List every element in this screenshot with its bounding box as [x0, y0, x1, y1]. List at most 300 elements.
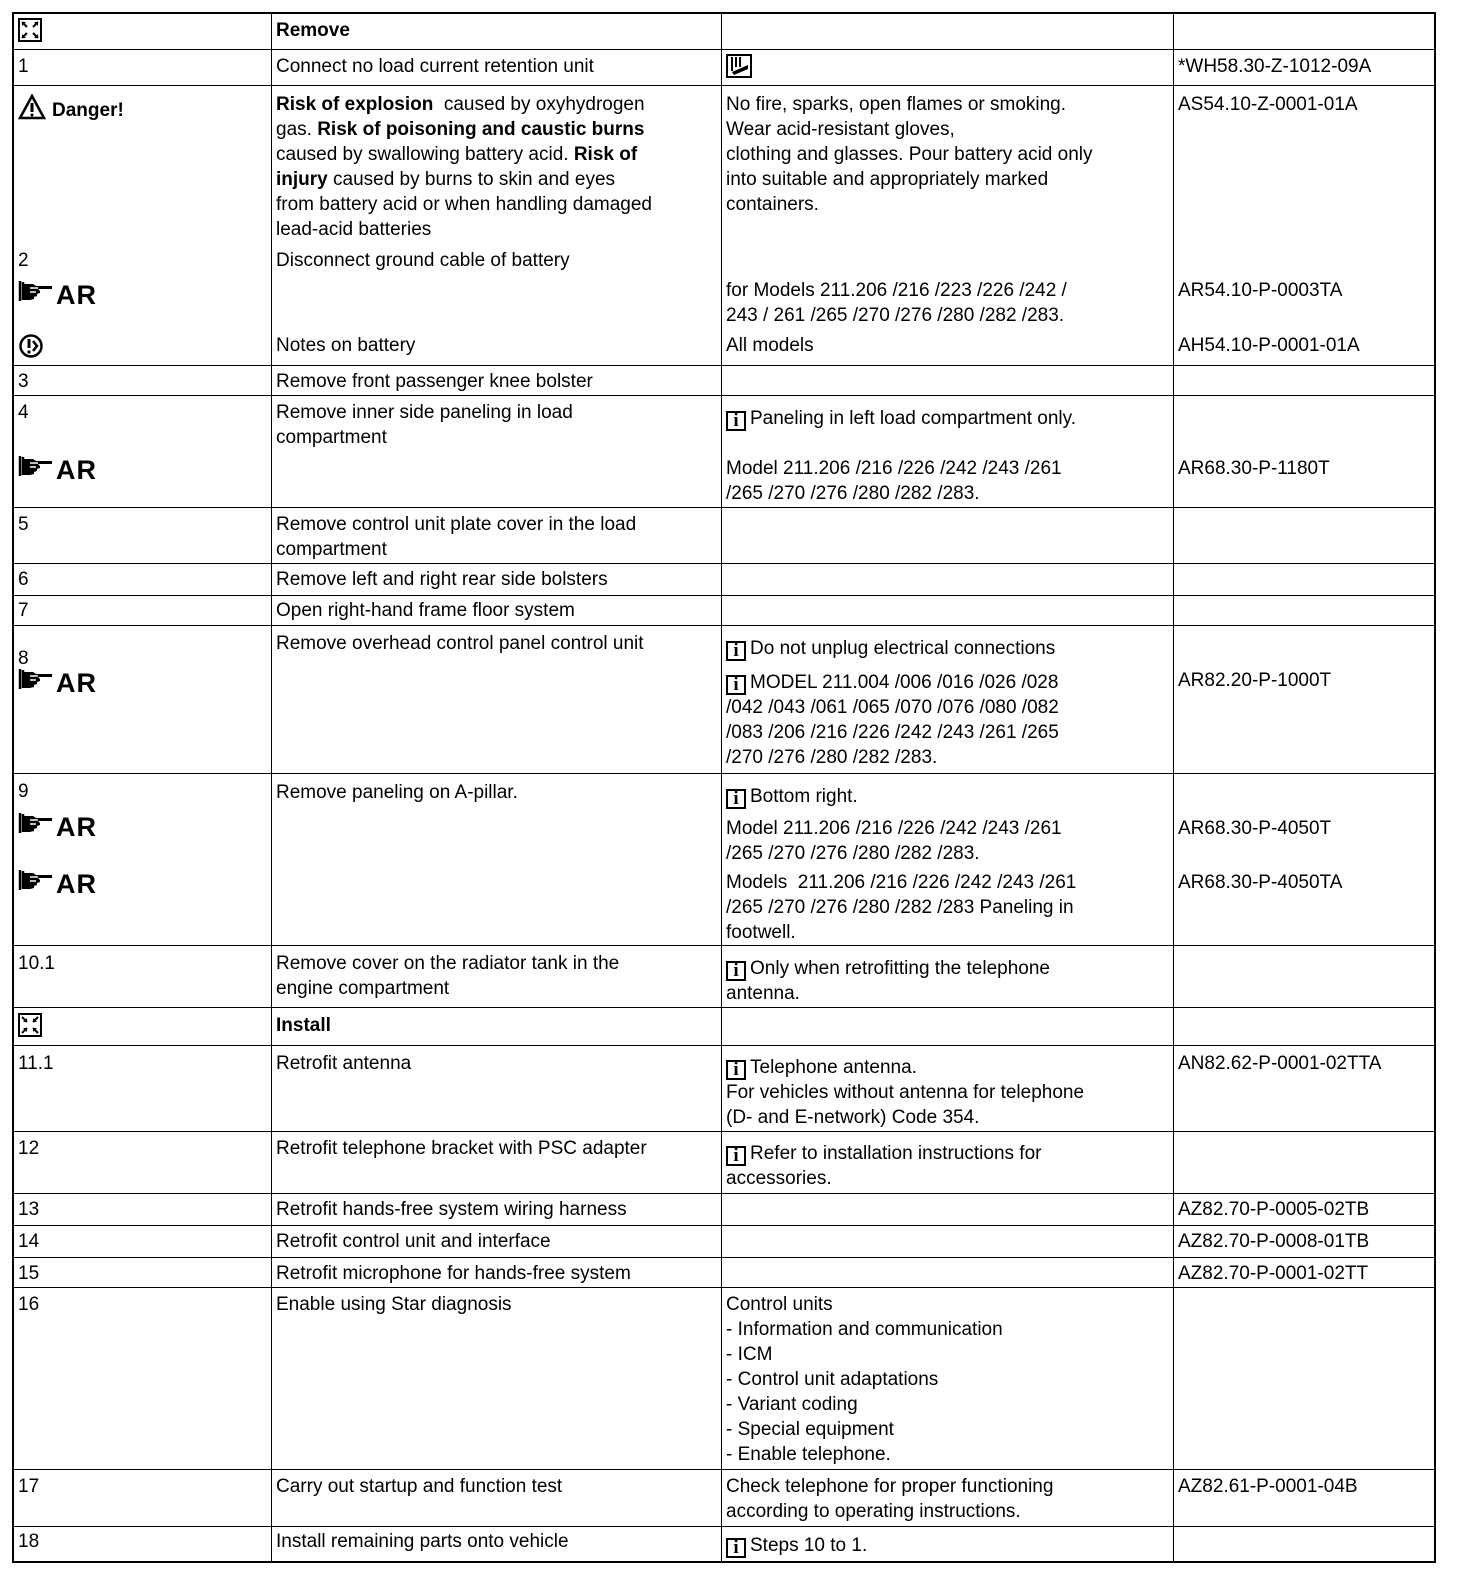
- text-line: [1178, 1197, 1432, 1222]
- text: Paneling in left load compartment only.: [750, 408, 1076, 429]
- text: 5: [18, 514, 29, 535]
- text-block: [18, 567, 269, 592]
- document-reference-link[interactable]: AN82.62-P-0001-02TTA: [1178, 1053, 1382, 1074]
- text-line: [726, 1080, 1171, 1105]
- danger-label: Danger!: [52, 100, 124, 121]
- text-block: [1178, 1197, 1432, 1222]
- step-number-cell: [14, 1008, 272, 1045]
- text: /042 /043 /061 /065 /070 /076 /080 /082: [726, 697, 1059, 718]
- text-block: [18, 598, 269, 623]
- remark-cell: [722, 1046, 1174, 1131]
- step-description-cell: [272, 1226, 722, 1257]
- document-reference-link[interactable]: AR68.30-P-1180T: [1178, 458, 1330, 479]
- info-icon: [726, 641, 746, 661]
- info-note: [726, 636, 1171, 661]
- text-line: [276, 1229, 719, 1254]
- text: containers.: [726, 194, 819, 215]
- text: Remove cover on the radiator tank in the: [276, 953, 620, 974]
- info-icon: [726, 789, 746, 809]
- text-block: [1178, 870, 1432, 895]
- document-reference-cell: [1174, 626, 1434, 773]
- text-line: [1178, 1474, 1432, 1499]
- text: Remove: [276, 20, 350, 41]
- table-row: [14, 1258, 1434, 1288]
- text-block: [276, 567, 719, 592]
- document-reference-link[interactable]: AR68.30-P-4050T: [1178, 818, 1332, 839]
- text-block: [1178, 1261, 1432, 1286]
- text-block: [18, 1474, 269, 1499]
- text-block: [18, 1197, 269, 1222]
- text-line: [726, 1317, 1171, 1342]
- text: Remove paneling on A-pillar.: [276, 782, 518, 803]
- document-reference-cell: [1174, 14, 1434, 49]
- document-reference-cell: [1174, 1226, 1434, 1257]
- text: Model 211.206 /216 /226 /242 /243 /261: [726, 818, 1062, 839]
- table-row: [14, 1194, 1434, 1226]
- text-line: [1178, 816, 1432, 841]
- text: Steps 10 to 1.: [750, 1535, 868, 1556]
- step-description-cell: [272, 1527, 722, 1561]
- text-block: [1178, 1229, 1432, 1254]
- document-reference-link[interactable]: AH54.10-P-0001-01A: [1178, 335, 1360, 356]
- text-line: [726, 278, 1171, 303]
- warning-icon: [18, 94, 46, 127]
- document-reference-cell: [1174, 946, 1434, 1007]
- text-line: [726, 956, 1171, 981]
- step-number-cell: [14, 1470, 272, 1526]
- document-reference-cell: [1174, 1470, 1434, 1526]
- info-icon: [726, 961, 746, 981]
- remark-cell: [722, 596, 1174, 625]
- assembly-marker: [18, 1013, 269, 1044]
- ar-reference-icon: [18, 278, 54, 311]
- text-line: [276, 631, 719, 656]
- info-icon: [726, 1538, 746, 1558]
- text: into suitable and appropriately marked: [726, 169, 1049, 190]
- text: 1: [18, 56, 29, 77]
- text-segment: lead-acid batteries: [276, 219, 432, 240]
- text: Check telephone for proper functioning: [726, 1476, 1054, 1497]
- step-number-cell: [14, 1288, 272, 1469]
- disassembly-marker: [18, 18, 269, 49]
- step-description-cell: [272, 1132, 722, 1193]
- info-icon: [726, 675, 746, 695]
- text-line: [726, 870, 1171, 895]
- text-block: [276, 512, 719, 562]
- document-reference-cell: [1174, 1258, 1434, 1287]
- text: /270 /276 /280 /282 /283.: [726, 747, 938, 768]
- document-reference-link[interactable]: AR54.10-P-0003TA: [1178, 280, 1343, 301]
- text-block: [276, 1474, 719, 1499]
- text-block: [276, 1229, 719, 1254]
- step-number-cell: [14, 564, 272, 595]
- text: Model 211.206 /216 /226 /242 /243 /261: [726, 458, 1062, 479]
- document-reference-link[interactable]: AZ82.70-P-0008-01TB: [1178, 1231, 1370, 1252]
- ar-reference-link[interactable]: AR: [56, 667, 97, 698]
- text-line: [726, 1292, 1171, 1317]
- text: Do not unplug electrical connections: [750, 638, 1056, 659]
- table-row: [14, 774, 1434, 946]
- step-number-cell: [14, 1194, 272, 1225]
- text: Retrofit hands-free system wiring harness: [276, 1199, 627, 1220]
- text-line: [726, 920, 1171, 945]
- text-block: [726, 1474, 1171, 1524]
- document-reference-link[interactable]: AZ82.70-P-0005-02TB: [1178, 1199, 1370, 1220]
- text: - Special equipment: [726, 1419, 894, 1440]
- text-line: [18, 951, 269, 976]
- remark-cell: [722, 626, 1174, 773]
- text-block: [18, 369, 269, 394]
- danger-text: [276, 92, 719, 242]
- text: For vehicles without antenna for telephone: [726, 1082, 1085, 1103]
- document-reference-link[interactable]: *WH58.30-Z-1012-09A: [1178, 56, 1372, 77]
- text-line: [18, 779, 269, 804]
- document-reference-cell: [1174, 366, 1434, 395]
- text: Open right-hand frame floor system: [276, 600, 575, 621]
- text-line: [726, 1392, 1171, 1417]
- remark-cell: [722, 508, 1174, 563]
- text-block: [276, 1261, 719, 1286]
- procedure-table: [12, 12, 1436, 1563]
- document-reference-cell: [1174, 1046, 1434, 1131]
- step-number-cell: [14, 508, 272, 563]
- text-line: [276, 248, 719, 273]
- info-note: [726, 406, 1171, 431]
- text: Install remaining parts onto vehicle: [276, 1531, 569, 1552]
- document-reference-cell: [1174, 1194, 1434, 1225]
- table-row: [14, 1132, 1434, 1194]
- document-reference-link[interactable]: AZ82.70-P-0001-02TT: [1178, 1263, 1369, 1284]
- ar-reference-link[interactable]: AR: [56, 454, 97, 485]
- text-block: [1178, 278, 1432, 303]
- ar-reference-icon: [18, 867, 54, 900]
- text: 8: [18, 648, 29, 669]
- text: Retrofit telephone bracket with PSC adapter: [276, 1138, 647, 1159]
- text: for Models 211.206 /216 /223 /226 /242 /: [726, 280, 1067, 301]
- text-segment: caused by oxyhydrogen: [433, 94, 645, 115]
- text-block: [726, 1292, 1171, 1467]
- text-line: [18, 1474, 269, 1499]
- text-segment: gas.: [276, 119, 318, 140]
- text-line: [726, 481, 1171, 506]
- text: Notes on battery: [276, 335, 416, 356]
- text-line: [276, 1474, 719, 1499]
- text-block: [276, 1136, 719, 1161]
- text: Remove inner side paneling in load: [276, 402, 573, 423]
- info-icon: [726, 411, 746, 431]
- step-description-cell: [272, 396, 722, 507]
- text-line: [726, 1474, 1171, 1499]
- document-reference-link[interactable]: AS54.10-Z-0001-01A: [1178, 94, 1358, 115]
- text-line: [18, 567, 269, 592]
- step-description-cell: [272, 50, 722, 85]
- text-block: [276, 400, 719, 450]
- step-number-cell: [14, 50, 272, 85]
- text: /265 /270 /276 /280 /282 /283.: [726, 483, 980, 504]
- special-tool-marker: [726, 54, 1171, 85]
- document-reference-cell: [1174, 86, 1434, 365]
- notes-marker: [18, 333, 269, 366]
- text-line: [18, 598, 269, 623]
- text-line: [276, 1136, 719, 1161]
- warning-marker: [18, 94, 269, 127]
- text-line: [726, 1342, 1171, 1367]
- text: - Variant coding: [726, 1394, 858, 1415]
- info-note: [726, 1533, 1171, 1558]
- text-block: [18, 400, 269, 425]
- text-line: [726, 117, 1171, 142]
- text-line: [276, 18, 719, 43]
- text-line: [276, 54, 719, 79]
- text: - Information and communication: [726, 1319, 1003, 1340]
- ar-reference-icon: [18, 453, 54, 486]
- text: engine compartment: [276, 978, 450, 999]
- text-block: [18, 1261, 269, 1286]
- assembly-icon: [18, 1013, 42, 1044]
- text: 17: [18, 1476, 40, 1497]
- text-line: [726, 695, 1171, 720]
- ar-reference-marker: [18, 278, 269, 311]
- step-description-cell: [272, 366, 722, 395]
- table-row: [14, 1470, 1434, 1527]
- table-row: [14, 946, 1434, 1008]
- text-line: [18, 1261, 269, 1286]
- text-line: [726, 745, 1171, 770]
- text-block: [726, 456, 1171, 506]
- text-block: [1178, 92, 1432, 117]
- remark-cell: [722, 1132, 1174, 1193]
- text: Retrofit microphone for hands-free system: [276, 1263, 631, 1284]
- text-block: [276, 951, 719, 1001]
- text: Remove control unit plate cover in the load: [276, 514, 637, 535]
- text-block: [276, 1529, 719, 1554]
- text-block: [276, 1013, 719, 1038]
- text-line: [276, 567, 719, 592]
- special-tool-icon: [726, 54, 752, 85]
- text: Refer to installation instructions for: [750, 1143, 1042, 1164]
- text-line: [726, 192, 1171, 217]
- remark-cell: [722, 86, 1174, 365]
- ar-reference-marker: [18, 810, 269, 843]
- text-line: [18, 1051, 269, 1076]
- text-line: [1178, 1229, 1432, 1254]
- step-description-cell: [272, 508, 722, 563]
- text-line: [726, 142, 1171, 167]
- remark-cell: [722, 1226, 1174, 1257]
- text-line: [276, 192, 719, 217]
- remark-cell: [722, 564, 1174, 595]
- document-reference-link[interactable]: AR82.20-P-1000T: [1178, 670, 1332, 691]
- text-line: [1178, 92, 1432, 117]
- text: Remove front passenger knee bolster: [276, 371, 593, 392]
- text-block: [726, 278, 1171, 328]
- text: /083 /206 /216 /226 /242 /243 /261 /265: [726, 722, 1059, 743]
- info-note: [726, 956, 1171, 1006]
- text: (D- and E-network) Code 354.: [726, 1107, 980, 1128]
- step-description-cell: [272, 596, 722, 625]
- ar-reference-marker: [18, 453, 269, 486]
- document-reference-cell: [1174, 1527, 1434, 1561]
- text: Remove left and right rear side bolsters: [276, 569, 608, 590]
- remark-cell: [722, 1258, 1174, 1287]
- ar-reference-link[interactable]: AR: [56, 811, 97, 842]
- notes-icon: [18, 333, 44, 366]
- text-line: [18, 1229, 269, 1254]
- step-number-cell: [14, 86, 272, 365]
- text-line: [726, 303, 1171, 328]
- text-block: [276, 1197, 719, 1222]
- text: compartment: [276, 427, 387, 448]
- text-line: [726, 784, 1171, 809]
- text-line: [276, 976, 719, 1001]
- info-note: [726, 1141, 1171, 1191]
- text-block: [1178, 1051, 1432, 1076]
- ar-reference-icon: [18, 810, 54, 843]
- text: Bottom right.: [750, 786, 858, 807]
- document-reference-cell: [1174, 596, 1434, 625]
- ar-reference-marker: [18, 666, 269, 699]
- text: Disconnect ground cable of battery: [276, 250, 570, 271]
- text-line: [276, 1292, 719, 1317]
- text-block: [18, 54, 269, 79]
- document-reference-link[interactable]: AZ82.61-P-0001-04B: [1178, 1476, 1358, 1497]
- text-block: [726, 870, 1171, 945]
- text-line: [726, 92, 1171, 117]
- text: 11.1: [18, 1053, 54, 1074]
- text: - ICM: [726, 1344, 773, 1365]
- document-reference-cell: [1174, 1288, 1434, 1469]
- text-line: [726, 1499, 1171, 1524]
- text-line: [726, 333, 1171, 358]
- remark-cell: [722, 1527, 1174, 1561]
- text: 4: [18, 402, 29, 423]
- table-row: [14, 508, 1434, 564]
- text: Telephone antenna.: [750, 1057, 917, 1078]
- text: MODEL 211.004 /006 /016 /026 /028: [750, 672, 1059, 693]
- text: 3: [18, 371, 29, 392]
- text-line: [18, 1197, 269, 1222]
- text: according to operating instructions.: [726, 1501, 1021, 1522]
- table-row: [14, 86, 1434, 366]
- document-reference-cell: [1174, 50, 1434, 85]
- text-line: [1178, 668, 1432, 693]
- remark-cell: [722, 774, 1174, 945]
- text-line: [276, 951, 719, 976]
- text-line: [726, 1442, 1171, 1467]
- text-line: [726, 406, 1171, 431]
- text-line: [726, 636, 1171, 661]
- document-reference-link[interactable]: AR68.30-P-4050TA: [1178, 872, 1343, 893]
- text-line: [1178, 54, 1432, 79]
- text: Remove overhead control panel control unit: [276, 633, 644, 654]
- table-row: [14, 1008, 1434, 1046]
- document-reference-cell: [1174, 564, 1434, 595]
- text-block: [276, 780, 719, 805]
- info-icon: [726, 1060, 746, 1080]
- text: Models 211.206 /216 /226 /242 /243 /261: [726, 872, 1077, 893]
- info-note: [726, 1055, 1171, 1130]
- text-block: [18, 1529, 269, 1554]
- text: Retrofit control unit and interface: [276, 1231, 551, 1252]
- step-number-cell: [14, 946, 272, 1007]
- text-line: [276, 142, 719, 167]
- text-block: [18, 1051, 269, 1076]
- table-row: [14, 1226, 1434, 1258]
- document-reference-cell: [1174, 508, 1434, 563]
- step-description-cell: [272, 946, 722, 1007]
- step-number-cell: [14, 1132, 272, 1193]
- text-block: [276, 369, 719, 394]
- text: All models: [726, 335, 814, 356]
- text-block: [276, 18, 719, 43]
- text: compartment: [276, 539, 387, 560]
- text: Carry out startup and function test: [276, 1476, 563, 1497]
- ar-reference-link[interactable]: AR: [56, 279, 97, 310]
- text: Retrofit antenna: [276, 1053, 412, 1074]
- table-row: [14, 1046, 1434, 1132]
- step-description-cell: [272, 1046, 722, 1131]
- text-line: [276, 400, 719, 425]
- text: Wear acid-resistant gloves,: [726, 119, 955, 140]
- text: 15: [18, 1263, 40, 1284]
- text: antenna.: [726, 983, 800, 1004]
- text-line: [1178, 1261, 1432, 1286]
- step-number-cell: [14, 596, 272, 625]
- step-description-cell: [272, 14, 722, 49]
- text-block: [18, 951, 269, 976]
- text-line: [18, 1292, 269, 1317]
- text-line: [726, 720, 1171, 745]
- text-line: [276, 92, 719, 117]
- step-number-cell: [14, 1226, 272, 1257]
- text: - Enable telephone.: [726, 1444, 891, 1465]
- text: 2: [18, 250, 29, 271]
- text-line: [1178, 870, 1432, 895]
- text-line: [276, 333, 719, 358]
- emphasis-text: Risk of: [573, 144, 638, 165]
- text-block: [18, 1136, 269, 1161]
- text-block: [276, 248, 719, 273]
- text-block: [18, 248, 269, 273]
- info-note: [726, 670, 1171, 770]
- text-block: [1178, 1474, 1432, 1499]
- text-block: [276, 631, 719, 656]
- step-number-cell: [14, 1258, 272, 1287]
- emphasis-text: Risk of poisoning and caustic burns: [317, 119, 645, 140]
- table-row: [14, 14, 1434, 50]
- text-block: [18, 512, 269, 537]
- step-number-cell: [14, 366, 272, 395]
- step-description-cell: [272, 774, 722, 945]
- table-row: [14, 1288, 1434, 1470]
- text-block: [1178, 816, 1432, 841]
- text-line: [276, 512, 719, 537]
- text: - Control unit adaptations: [726, 1369, 939, 1390]
- text-line: [276, 167, 719, 192]
- text-block: [276, 54, 719, 79]
- text-block: [726, 92, 1171, 217]
- text-line: [726, 167, 1171, 192]
- text-line: [18, 1529, 269, 1554]
- text-line: [276, 369, 719, 394]
- text: Connect no load current retention unit: [276, 56, 594, 77]
- info-note: [726, 784, 1171, 809]
- text-line: [276, 780, 719, 805]
- disassembly-icon: [18, 18, 42, 49]
- ar-reference-link[interactable]: AR: [56, 868, 97, 899]
- text-line: [726, 1141, 1171, 1166]
- text-line: [276, 1051, 719, 1076]
